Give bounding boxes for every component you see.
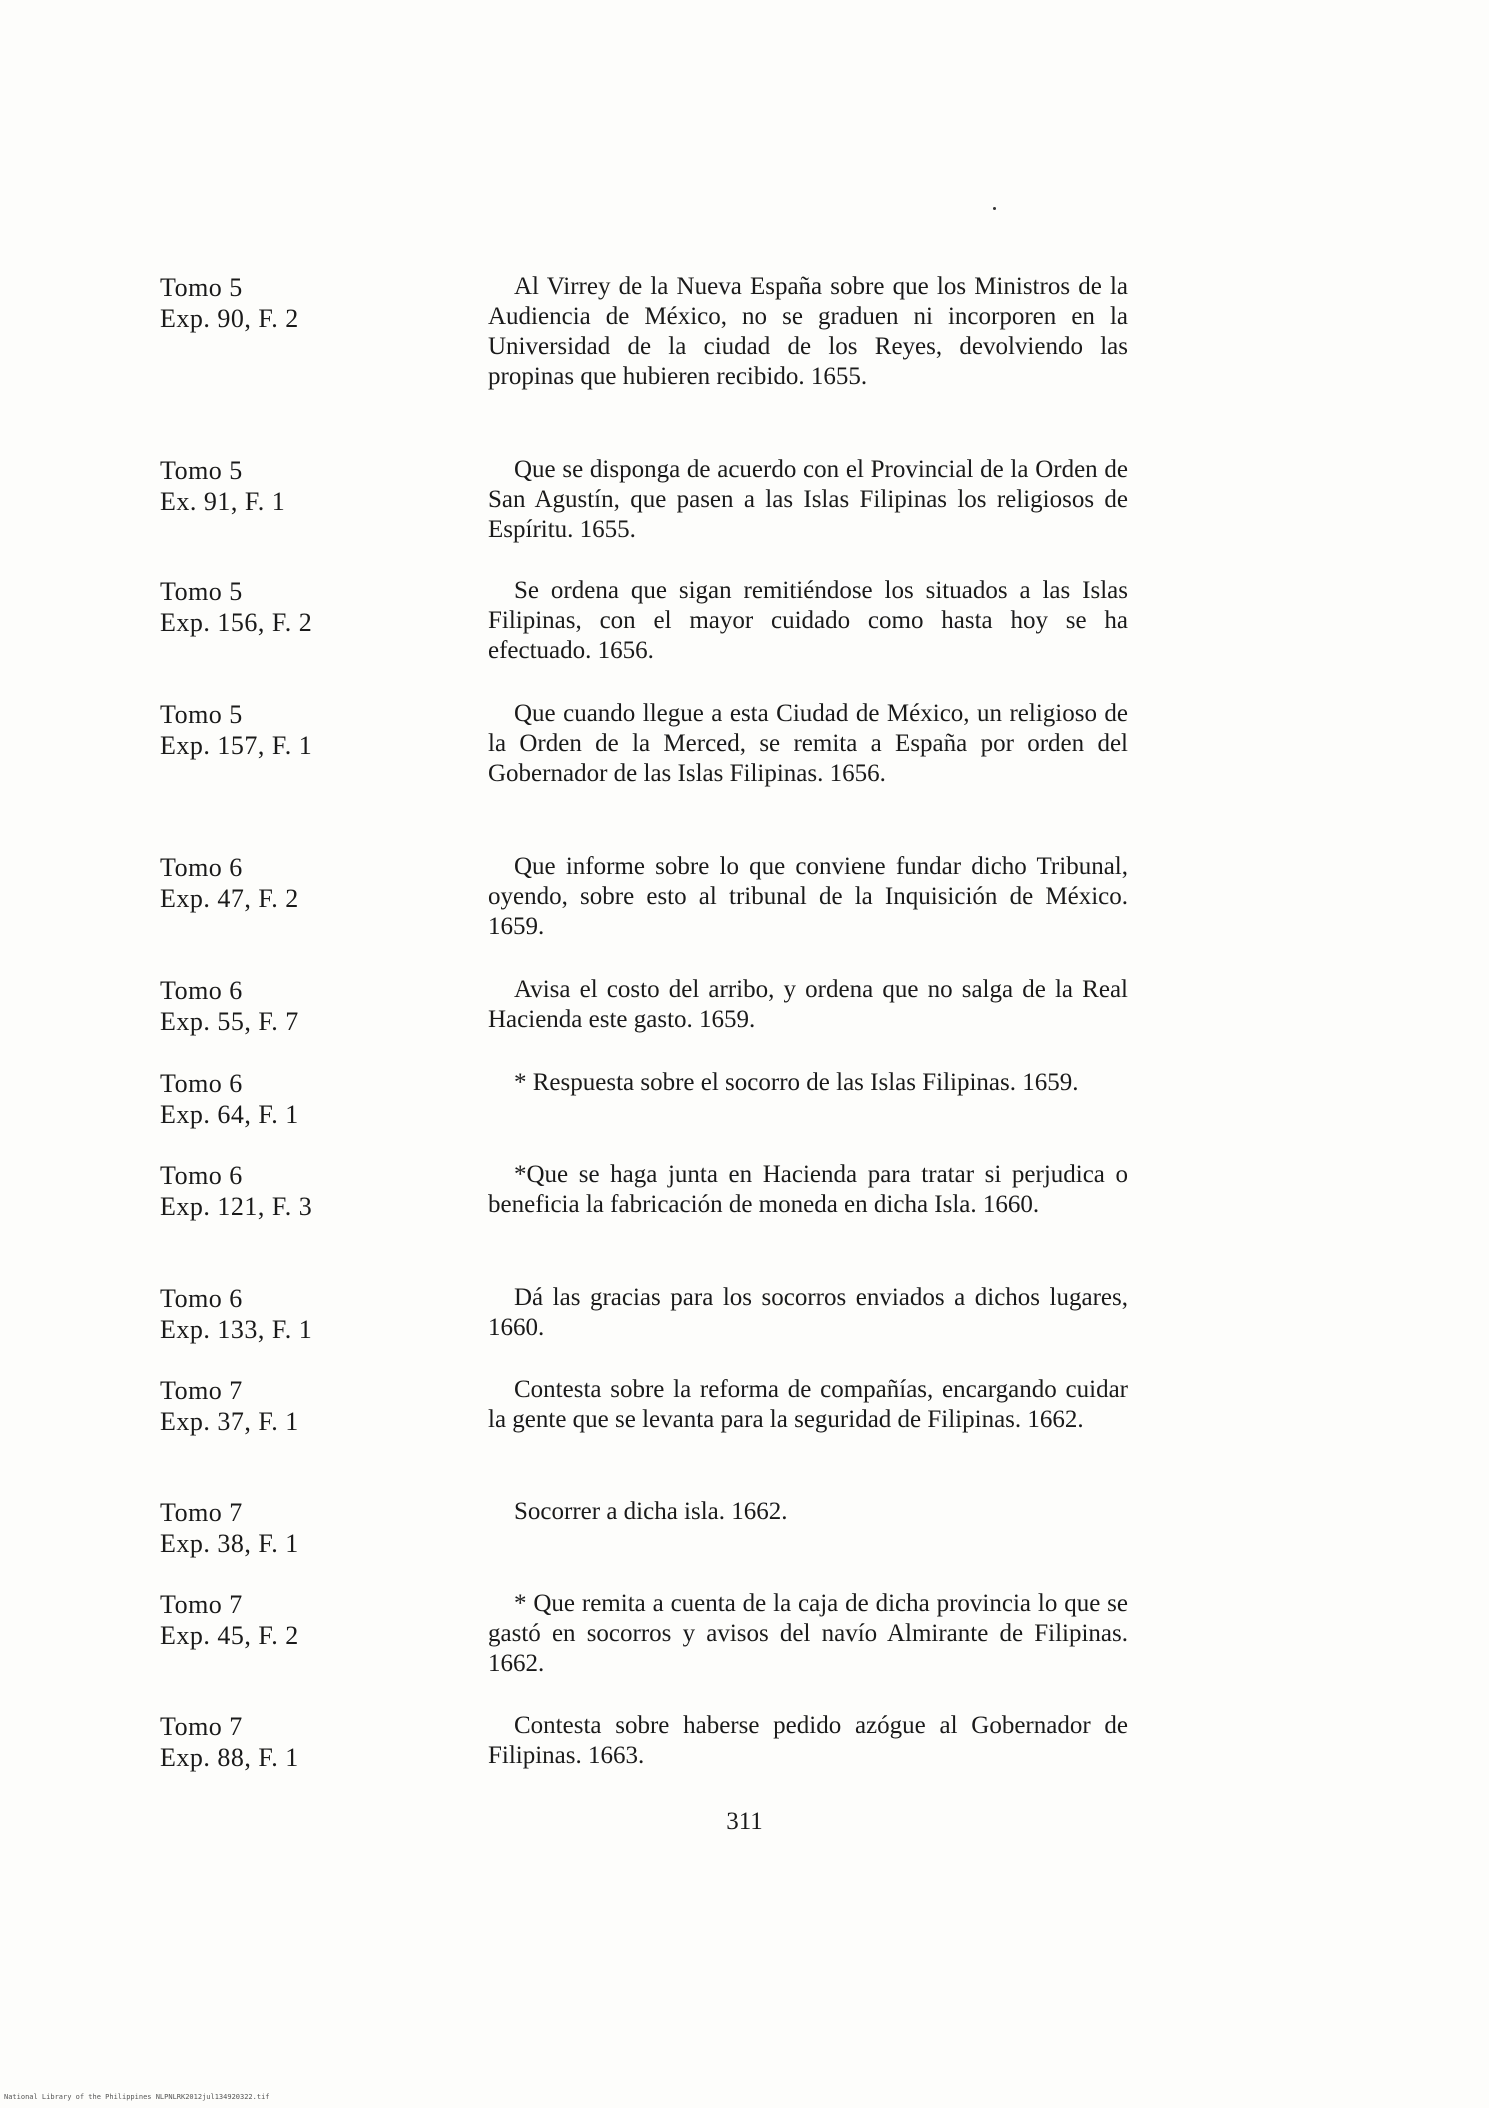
- entry-reference: [160, 1375, 390, 1437]
- entry-exp: Ex. 91, F. 1: [160, 487, 286, 516]
- entry-text: * Respuesta sobre el socorro de las Islas Filipinas. 1659.: [514, 1069, 1079, 1096]
- entry-reference: [160, 1711, 390, 1773]
- entry-reference: [160, 975, 390, 1037]
- entry-reference: [160, 272, 390, 334]
- entry-tomo: Tomo 7: [160, 1590, 243, 1619]
- entry-reference: [160, 699, 390, 761]
- entry-reference: [160, 455, 390, 517]
- entry-exp: Exp. 157, F. 1: [160, 731, 313, 760]
- entry-tomo: Tomo 6: [160, 853, 243, 882]
- entry-reference: [160, 1283, 390, 1345]
- entry-text: Socorrer a dicha isla. 1662.: [514, 1498, 788, 1525]
- entry-reference: [160, 1160, 390, 1222]
- entry-text: Que se disponga de acuerdo con el Provincial de la Orden de San Agustín, que pasen a las Islas Filipinas los religiosos de Espíritu. 1655.: [488, 456, 1128, 543]
- entry-exp: Exp. 37, F. 1: [160, 1407, 299, 1436]
- entry-text: Que cuando llegue a esta Ciudad de México, un religioso de la Orden de la Merced, se remita a España por orden del Gobernador de las Islas Filipinas. 1656.: [488, 700, 1128, 787]
- entry-tomo: Tomo 6: [160, 1161, 243, 1190]
- scan-speck: [993, 207, 996, 210]
- entry-exp: Exp. 90, F. 2: [160, 304, 299, 333]
- scan-footer: National Library of the Philippines NLPNLRK2012jul134920322.tif: [4, 2093, 270, 2101]
- entry-reference: [160, 852, 390, 914]
- entry-exp: Exp. 45, F. 2: [160, 1621, 299, 1650]
- entry-exp: Exp. 38, F. 1: [160, 1529, 299, 1558]
- entry-reference: [160, 1068, 390, 1130]
- entry-text: Contesta sobre la reforma de compañías, encargando cuidar la gente que se levanta para la seguridad de Filipinas. 1662.: [488, 1376, 1128, 1433]
- entry-exp: Exp. 88, F. 1: [160, 1743, 299, 1772]
- entry-tomo: Tomo 7: [160, 1712, 243, 1741]
- entry-exp: Exp. 121, F. 3: [160, 1192, 313, 1221]
- entry-exp: Exp. 64, F. 1: [160, 1100, 299, 1129]
- entry-tomo: Tomo 6: [160, 1284, 243, 1313]
- entry-text: Avisa el costo del arribo, y ordena que no salga de la Real Hacienda este gasto. 1659.: [488, 976, 1128, 1033]
- entry-tomo: Tomo 7: [160, 1376, 243, 1405]
- entry-exp: Exp. 55, F. 7: [160, 1007, 299, 1036]
- entry-tomo: Tomo 6: [160, 976, 243, 1005]
- entry-text: Se ordena que sigan remitiéndose los situados a las Islas Filipinas, con el mayor cuidado como hasta hoy se ha efectuado. 1656.: [488, 577, 1128, 664]
- entry-exp: Exp. 156, F. 2: [160, 608, 313, 637]
- entry-text: Al Virrey de la Nueva España sobre que los Ministros de la Audiencia de México, no se graduen ni incorporen en la Universidad de la ciudad de los Reyes, devolviendo las propinas que hubieren recibido. 1655.: [488, 273, 1128, 390]
- page-number: 311: [726, 1808, 763, 1835]
- entry-text: Dá las gracias para los socorros enviados a dichos lugares, 1660.: [488, 1284, 1128, 1341]
- entry-tomo: Tomo 5: [160, 577, 243, 606]
- entry-reference: [160, 1497, 390, 1559]
- entry-reference: [160, 1589, 390, 1651]
- entry-text: * Que remita a cuenta de la caja de dicha provincia lo que se gastó en socorros y avisos del navío Almirante de Filipinas. 1662.: [488, 1590, 1128, 1677]
- entry-tomo: Tomo 6: [160, 1069, 243, 1098]
- entry-tomo: Tomo 5: [160, 456, 243, 485]
- entry-tomo: Tomo 5: [160, 273, 243, 302]
- entry-exp: Exp. 47, F. 2: [160, 884, 299, 913]
- entry-text: *Que se haga junta en Hacienda para tratar si perjudica o beneficia la fabricación de moneda en dicha Isla. 1660.: [488, 1161, 1128, 1218]
- entry-tomo: Tomo 5: [160, 700, 243, 729]
- entry-exp: Exp. 133, F. 1: [160, 1315, 313, 1344]
- entry-text: Que informe sobre lo que conviene fundar dicho Tribunal, oyendo, sobre esto al tribunal de la Inquisición de México. 1659.: [488, 853, 1128, 940]
- entry-reference: [160, 576, 390, 638]
- entry-text: Contesta sobre haberse pedido azógue al Gobernador de Filipinas. 1663.: [488, 1712, 1128, 1769]
- entry-tomo: Tomo 7: [160, 1498, 243, 1527]
